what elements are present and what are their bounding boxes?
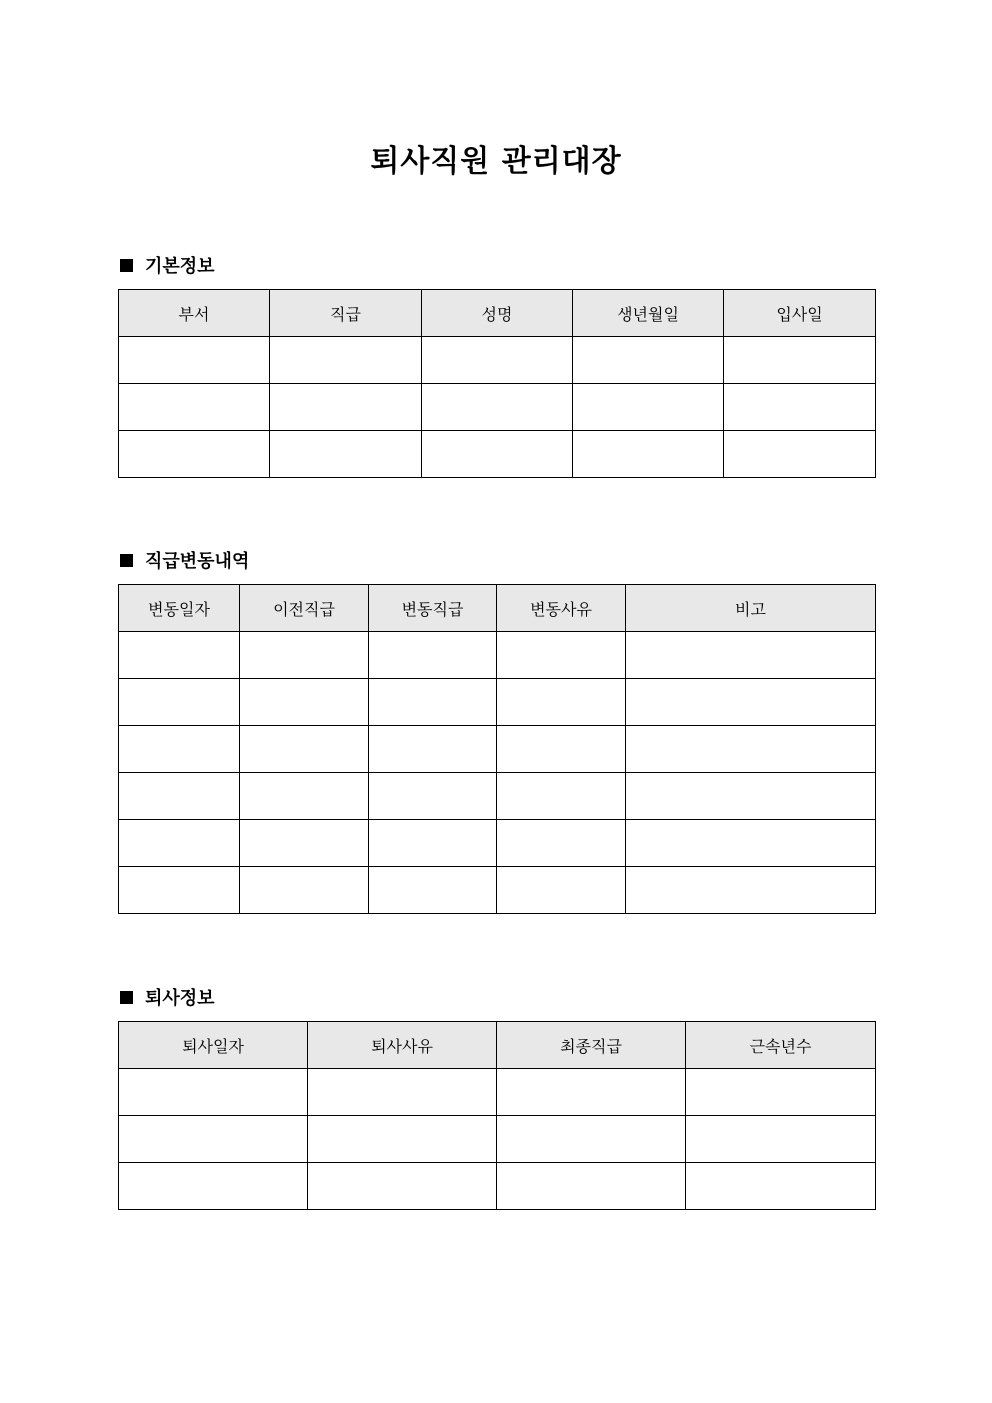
table-row (119, 679, 876, 726)
table-cell[interactable] (626, 632, 876, 679)
table-cell[interactable] (240, 632, 369, 679)
table-header-row (119, 290, 876, 337)
table-cell[interactable] (369, 820, 497, 867)
section-heading-label: 퇴사정보 (145, 988, 215, 1009)
table-cell[interactable] (686, 1069, 876, 1116)
table-cell[interactable] (497, 867, 626, 914)
section-heading-label: 직급변동내역 (145, 551, 250, 572)
table-cell[interactable] (119, 1116, 308, 1163)
table-cell[interactable] (119, 867, 240, 914)
table-row (119, 1069, 876, 1116)
column-header: 생년월일 (573, 290, 724, 337)
table-cell[interactable] (626, 820, 876, 867)
table-row (119, 632, 876, 679)
table-cell[interactable] (240, 820, 369, 867)
table-cell[interactable] (626, 773, 876, 820)
column-header: 근속년수 (686, 1022, 876, 1069)
table-cell[interactable] (308, 1069, 497, 1116)
table-cell[interactable] (422, 337, 573, 384)
table-cell[interactable] (119, 1069, 308, 1116)
column-header: 이전직급 (240, 585, 369, 632)
table-cell[interactable] (497, 726, 626, 773)
table-header-row (119, 1022, 876, 1069)
table-row (119, 337, 876, 384)
square-bullet-icon (120, 991, 133, 1004)
table-cell[interactable] (369, 632, 497, 679)
table-cell[interactable] (573, 337, 724, 384)
position-change-section (118, 549, 875, 914)
table-row (119, 384, 876, 431)
table-cell[interactable] (240, 679, 369, 726)
table-cell[interactable] (369, 726, 497, 773)
column-header: 퇴사사유 (308, 1022, 497, 1069)
table-cell[interactable] (626, 867, 876, 914)
basic-info-table (118, 289, 876, 478)
table-cell[interactable] (270, 337, 422, 384)
table-row (119, 820, 876, 867)
table-cell[interactable] (308, 1116, 497, 1163)
table-cell[interactable] (270, 384, 422, 431)
table-row (119, 726, 876, 773)
column-header: 비고 (626, 585, 876, 632)
column-header: 변동사유 (497, 585, 626, 632)
table-cell[interactable] (724, 337, 876, 384)
table-cell[interactable] (240, 726, 369, 773)
table-body (119, 632, 876, 914)
column-header: 부서 (119, 290, 270, 337)
table-cell[interactable] (497, 820, 626, 867)
table-cell[interactable] (497, 679, 626, 726)
table-cell[interactable] (369, 867, 497, 914)
section-heading (118, 549, 875, 571)
table-cell[interactable] (119, 679, 240, 726)
table-cell[interactable] (119, 773, 240, 820)
table-cell[interactable] (497, 1069, 686, 1116)
table-cell[interactable] (369, 679, 497, 726)
table-row (119, 867, 876, 914)
table-cell[interactable] (119, 726, 240, 773)
basic-info-section (118, 254, 875, 478)
section-heading (118, 254, 875, 276)
page-title: 퇴사직원 관리대장 (370, 144, 622, 179)
table-cell[interactable] (497, 773, 626, 820)
table-body (119, 337, 876, 478)
column-header: 입사일 (724, 290, 876, 337)
table-cell[interactable] (573, 384, 724, 431)
table-row (119, 431, 876, 478)
column-header: 변동일자 (119, 585, 240, 632)
table-cell[interactable] (119, 632, 240, 679)
table-cell[interactable] (573, 431, 724, 478)
table-cell[interactable] (308, 1163, 497, 1210)
section-heading-label: 기본정보 (145, 256, 215, 277)
table-header-row (119, 585, 876, 632)
table-cell[interactable] (724, 431, 876, 478)
table-cell[interactable] (497, 1163, 686, 1210)
table-cell[interactable] (626, 726, 876, 773)
column-header: 직급 (270, 290, 422, 337)
column-header: 성명 (422, 290, 573, 337)
column-header: 변동직급 (369, 585, 497, 632)
column-header: 퇴사일자 (119, 1022, 308, 1069)
square-bullet-icon (120, 554, 133, 567)
table-cell[interactable] (686, 1116, 876, 1163)
table-cell[interactable] (240, 773, 369, 820)
resignation-info-table (118, 1021, 876, 1210)
square-bullet-icon (120, 259, 133, 272)
table-cell[interactable] (119, 337, 270, 384)
table-cell[interactable] (626, 679, 876, 726)
position-change-table (118, 584, 876, 914)
table-row (119, 773, 876, 820)
table-cell[interactable] (686, 1163, 876, 1210)
table-body (119, 1069, 876, 1210)
table-cell[interactable] (497, 632, 626, 679)
table-cell[interactable] (270, 431, 422, 478)
table-cell[interactable] (422, 431, 573, 478)
table-row (119, 1163, 876, 1210)
table-cell[interactable] (369, 773, 497, 820)
section-heading (118, 986, 875, 1008)
table-cell[interactable] (240, 867, 369, 914)
table-row (119, 1116, 876, 1163)
table-cell[interactable] (119, 384, 270, 431)
table-cell[interactable] (119, 1163, 308, 1210)
table-cell[interactable] (119, 820, 240, 867)
column-header: 최종직급 (497, 1022, 686, 1069)
table-cell[interactable] (724, 384, 876, 431)
table-cell[interactable] (497, 1116, 686, 1163)
table-cell[interactable] (119, 431, 270, 478)
resignation-info-section (118, 986, 875, 1210)
table-cell[interactable] (422, 384, 573, 431)
